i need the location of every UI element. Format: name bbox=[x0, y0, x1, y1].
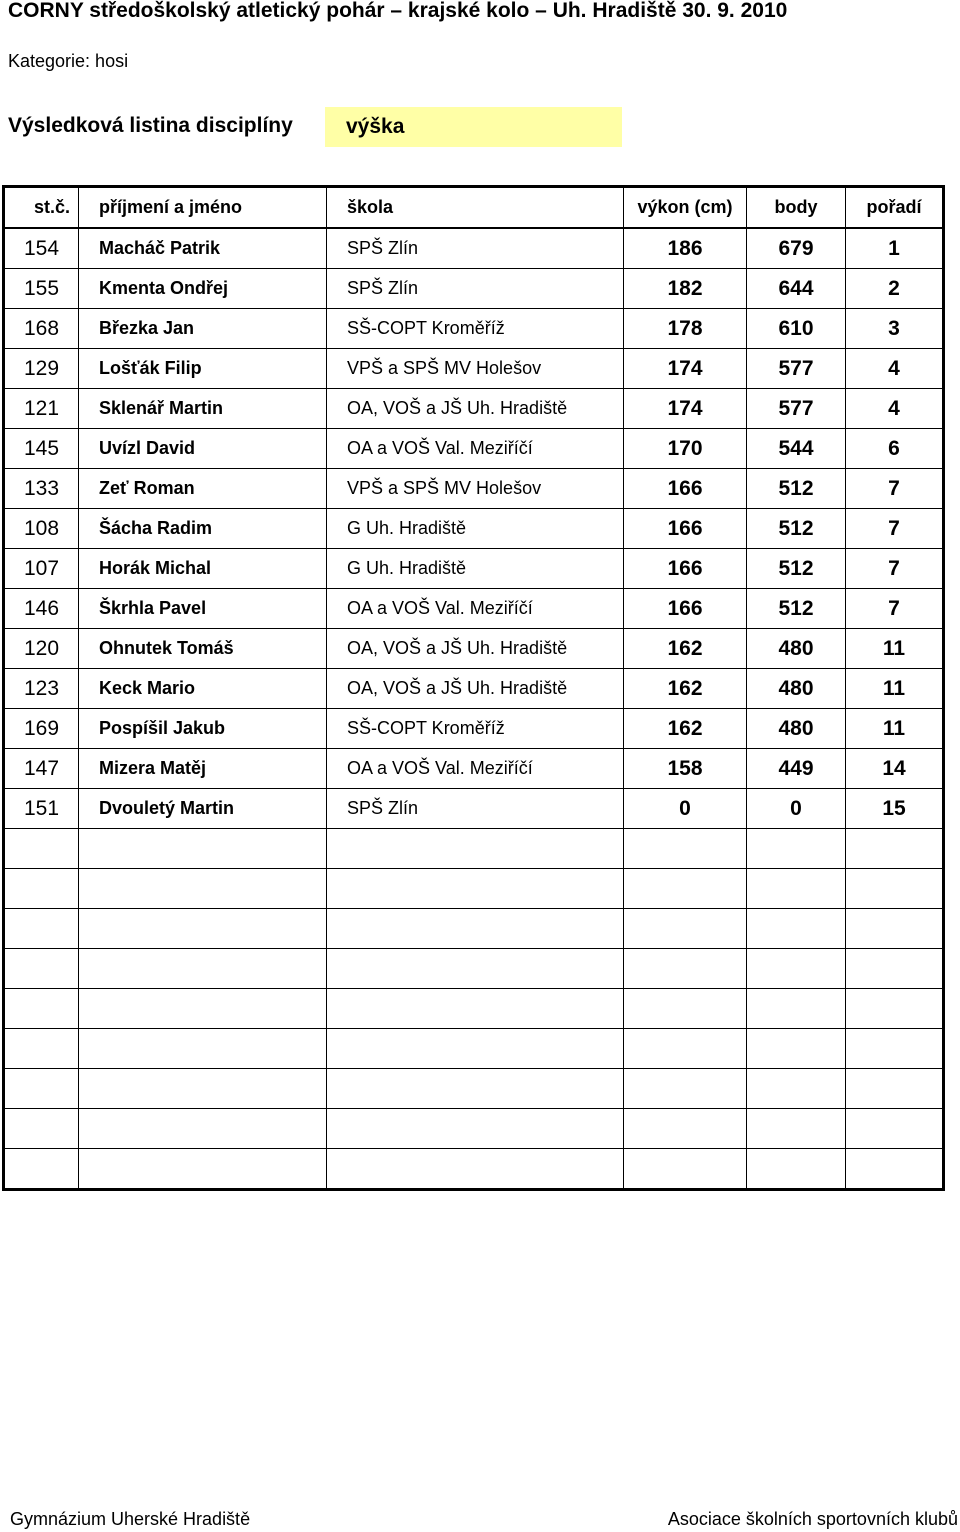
cell-points bbox=[747, 1109, 846, 1149]
cell-points: 679 bbox=[747, 228, 846, 269]
table-row bbox=[4, 869, 944, 909]
cell-name bbox=[79, 1149, 327, 1190]
cell-rank: 4 bbox=[846, 389, 944, 429]
cell-result: 162 bbox=[624, 669, 747, 709]
cell-points: 512 bbox=[747, 589, 846, 629]
cell-school: OA a VOŠ Val. Meziříčí bbox=[327, 589, 624, 629]
cell-name: Keck Mario bbox=[79, 669, 327, 709]
cell-name bbox=[79, 909, 327, 949]
cell-school bbox=[327, 829, 624, 869]
cell-rank bbox=[846, 949, 944, 989]
cell-name bbox=[79, 869, 327, 909]
cell-school: SPŠ Zlín bbox=[327, 228, 624, 269]
table-row bbox=[4, 829, 944, 869]
cell-start-number bbox=[4, 909, 79, 949]
cell-school: OA, VOŠ a JŠ Uh. Hradiště bbox=[327, 629, 624, 669]
column-header-name: příjmení a jméno bbox=[79, 187, 327, 229]
cell-points: 480 bbox=[747, 629, 846, 669]
cell-rank: 2 bbox=[846, 269, 944, 309]
cell-start-number bbox=[4, 989, 79, 1029]
cell-school: VPŠ a SPŠ MV Holešov bbox=[327, 469, 624, 509]
cell-name bbox=[79, 1069, 327, 1109]
cell-points bbox=[747, 1149, 846, 1190]
cell-points bbox=[747, 909, 846, 949]
cell-start-number bbox=[4, 949, 79, 989]
cell-start-number: 107 bbox=[4, 549, 79, 589]
footer-association: Asociace školních sportovních klubů bbox=[667, 1509, 958, 1529]
column-header-points: body bbox=[747, 187, 846, 229]
cell-name: Kmenta Ondřej bbox=[79, 269, 327, 309]
cell-result: 186 bbox=[624, 228, 747, 269]
results-body bbox=[4, 228, 944, 1190]
cell-points: 449 bbox=[747, 749, 846, 789]
cell-points: 512 bbox=[747, 509, 846, 549]
column-header-school: škola bbox=[327, 187, 624, 229]
cell-result bbox=[624, 1069, 747, 1109]
cell-rank bbox=[846, 829, 944, 869]
cell-result bbox=[624, 869, 747, 909]
column-header-start-number: st.č. bbox=[4, 187, 79, 229]
cell-name: Šácha Radim bbox=[79, 509, 327, 549]
cell-school bbox=[327, 989, 624, 1029]
cell-name: Zeť Roman bbox=[79, 469, 327, 509]
table-row bbox=[4, 669, 944, 709]
cell-points: 577 bbox=[747, 389, 846, 429]
cell-rank bbox=[846, 1109, 944, 1149]
cell-start-number: 129 bbox=[4, 349, 79, 389]
cell-start-number: 121 bbox=[4, 389, 79, 429]
cell-rank bbox=[846, 909, 944, 949]
cell-start-number: 147 bbox=[4, 749, 79, 789]
cell-school bbox=[327, 1069, 624, 1109]
cell-name: Sklenář Martin bbox=[79, 389, 327, 429]
cell-result: 162 bbox=[624, 629, 747, 669]
cell-result: 158 bbox=[624, 749, 747, 789]
table-row bbox=[4, 309, 944, 349]
cell-name: Březka Jan bbox=[79, 309, 327, 349]
cell-start-number bbox=[4, 829, 79, 869]
cell-points bbox=[747, 1069, 846, 1109]
cell-school: G Uh. Hradiště bbox=[327, 549, 624, 589]
cell-school bbox=[327, 909, 624, 949]
page-title: CORNY středoškolský atletický pohár – krajské kolo – Uh. Hradiště 30. 9. 2010 bbox=[8, 0, 788, 22]
results-table bbox=[2, 185, 945, 1191]
cell-start-number bbox=[4, 1149, 79, 1190]
cell-school: OA, VOŠ a JŠ Uh. Hradiště bbox=[327, 389, 624, 429]
cell-name: Horák Michal bbox=[79, 549, 327, 589]
cell-points: 0 bbox=[747, 789, 846, 829]
cell-school bbox=[327, 1109, 624, 1149]
cell-points bbox=[747, 949, 846, 989]
cell-points: 480 bbox=[747, 709, 846, 749]
cell-points bbox=[747, 829, 846, 869]
cell-rank bbox=[846, 1149, 944, 1190]
cell-points: 610 bbox=[747, 309, 846, 349]
cell-result: 166 bbox=[624, 589, 747, 629]
cell-start-number bbox=[4, 1069, 79, 1109]
cell-name: Mizera Matěj bbox=[79, 749, 327, 789]
cell-rank bbox=[846, 1029, 944, 1069]
cell-rank: 1 bbox=[846, 228, 944, 269]
cell-result: 166 bbox=[624, 469, 747, 509]
cell-name bbox=[79, 1109, 327, 1149]
cell-start-number: 169 bbox=[4, 709, 79, 749]
cell-start-number: 155 bbox=[4, 269, 79, 309]
cell-rank bbox=[846, 869, 944, 909]
cell-school bbox=[327, 869, 624, 909]
column-header-rank: pořadí bbox=[846, 187, 944, 229]
table-row bbox=[4, 349, 944, 389]
cell-rank: 7 bbox=[846, 469, 944, 509]
cell-rank: 11 bbox=[846, 629, 944, 669]
cell-start-number: 120 bbox=[4, 629, 79, 669]
table-row bbox=[4, 749, 944, 789]
cell-rank: 3 bbox=[846, 309, 944, 349]
cell-start-number: 154 bbox=[4, 228, 79, 269]
cell-result bbox=[624, 829, 747, 869]
table-row bbox=[4, 389, 944, 429]
table-row bbox=[4, 269, 944, 309]
cell-school: G Uh. Hradiště bbox=[327, 509, 624, 549]
table-row bbox=[4, 909, 944, 949]
cell-rank: 15 bbox=[846, 789, 944, 829]
table-row bbox=[4, 429, 944, 469]
table-row bbox=[4, 1109, 944, 1149]
cell-start-number bbox=[4, 1029, 79, 1069]
cell-school: SŠ-COPT Kroměříž bbox=[327, 309, 624, 349]
cell-result bbox=[624, 1149, 747, 1190]
cell-school: OA, VOŠ a JŠ Uh. Hradiště bbox=[327, 669, 624, 709]
table-row bbox=[4, 228, 944, 269]
cell-start-number: 108 bbox=[4, 509, 79, 549]
cell-name bbox=[79, 829, 327, 869]
cell-points: 577 bbox=[747, 349, 846, 389]
table-row bbox=[4, 469, 944, 509]
table-header-row bbox=[4, 187, 944, 229]
cell-result: 0 bbox=[624, 789, 747, 829]
cell-school: SPŠ Zlín bbox=[327, 789, 624, 829]
cell-name: Ohnutek Tomáš bbox=[79, 629, 327, 669]
cell-result bbox=[624, 1029, 747, 1069]
category-label: Kategorie: hosi bbox=[8, 51, 129, 71]
cell-result: 166 bbox=[624, 509, 747, 549]
cell-start-number: 123 bbox=[4, 669, 79, 709]
cell-school bbox=[327, 1029, 624, 1069]
cell-start-number: 146 bbox=[4, 589, 79, 629]
cell-name bbox=[79, 949, 327, 989]
footer-organizer: Gymnázium Uherské Hradiště bbox=[10, 1509, 251, 1529]
cell-start-number bbox=[4, 869, 79, 909]
cell-points bbox=[747, 989, 846, 1029]
cell-rank: 7 bbox=[846, 589, 944, 629]
table-row bbox=[4, 709, 944, 749]
cell-start-number bbox=[4, 1109, 79, 1149]
discipline-value: výška bbox=[325, 107, 622, 147]
cell-school bbox=[327, 1149, 624, 1190]
cell-result: 166 bbox=[624, 549, 747, 589]
cell-school: SŠ-COPT Kroměříž bbox=[327, 709, 624, 749]
table-row bbox=[4, 509, 944, 549]
table-row bbox=[4, 549, 944, 589]
cell-rank: 14 bbox=[846, 749, 944, 789]
cell-result: 170 bbox=[624, 429, 747, 469]
cell-school: VPŠ a SPŠ MV Holešov bbox=[327, 349, 624, 389]
table-row bbox=[4, 1149, 944, 1190]
cell-name: Dvouletý Martin bbox=[79, 789, 327, 829]
cell-result: 182 bbox=[624, 269, 747, 309]
cell-points: 544 bbox=[747, 429, 846, 469]
cell-school bbox=[327, 949, 624, 989]
discipline-label: Výsledková listina disciplíny bbox=[8, 114, 293, 137]
cell-result bbox=[624, 1109, 747, 1149]
cell-name: Škrhla Pavel bbox=[79, 589, 327, 629]
cell-points bbox=[747, 869, 846, 909]
table-row bbox=[4, 1029, 944, 1069]
cell-result bbox=[624, 949, 747, 989]
cell-rank: 6 bbox=[846, 429, 944, 469]
cell-rank: 4 bbox=[846, 349, 944, 389]
cell-start-number: 168 bbox=[4, 309, 79, 349]
cell-result bbox=[624, 909, 747, 949]
cell-school: OA a VOŠ Val. Meziříčí bbox=[327, 749, 624, 789]
cell-result: 178 bbox=[624, 309, 747, 349]
cell-name bbox=[79, 1029, 327, 1069]
cell-points: 644 bbox=[747, 269, 846, 309]
cell-name: Lošťák Filip bbox=[79, 349, 327, 389]
table-row bbox=[4, 989, 944, 1029]
cell-rank: 11 bbox=[846, 669, 944, 709]
cell-start-number: 145 bbox=[4, 429, 79, 469]
cell-rank: 7 bbox=[846, 549, 944, 589]
cell-points: 512 bbox=[747, 549, 846, 589]
cell-name: Macháč Patrik bbox=[79, 228, 327, 269]
cell-rank: 7 bbox=[846, 509, 944, 549]
cell-school: SPŠ Zlín bbox=[327, 269, 624, 309]
cell-points bbox=[747, 1029, 846, 1069]
table-row bbox=[4, 629, 944, 669]
cell-rank bbox=[846, 989, 944, 1029]
cell-result bbox=[624, 989, 747, 1029]
cell-start-number: 133 bbox=[4, 469, 79, 509]
cell-result: 162 bbox=[624, 709, 747, 749]
table-row bbox=[4, 949, 944, 989]
cell-school: OA a VOŠ Val. Meziříčí bbox=[327, 429, 624, 469]
cell-name: Pospíšil Jakub bbox=[79, 709, 327, 749]
cell-rank: 11 bbox=[846, 709, 944, 749]
table-row bbox=[4, 1069, 944, 1109]
cell-start-number: 151 bbox=[4, 789, 79, 829]
table-row bbox=[4, 589, 944, 629]
cell-name: Uvízl David bbox=[79, 429, 327, 469]
table-row bbox=[4, 789, 944, 829]
cell-name bbox=[79, 989, 327, 1029]
cell-points: 512 bbox=[747, 469, 846, 509]
cell-result: 174 bbox=[624, 389, 747, 429]
cell-rank bbox=[846, 1069, 944, 1109]
column-header-result: výkon (cm) bbox=[624, 187, 747, 229]
cell-points: 480 bbox=[747, 669, 846, 709]
cell-result: 174 bbox=[624, 349, 747, 389]
